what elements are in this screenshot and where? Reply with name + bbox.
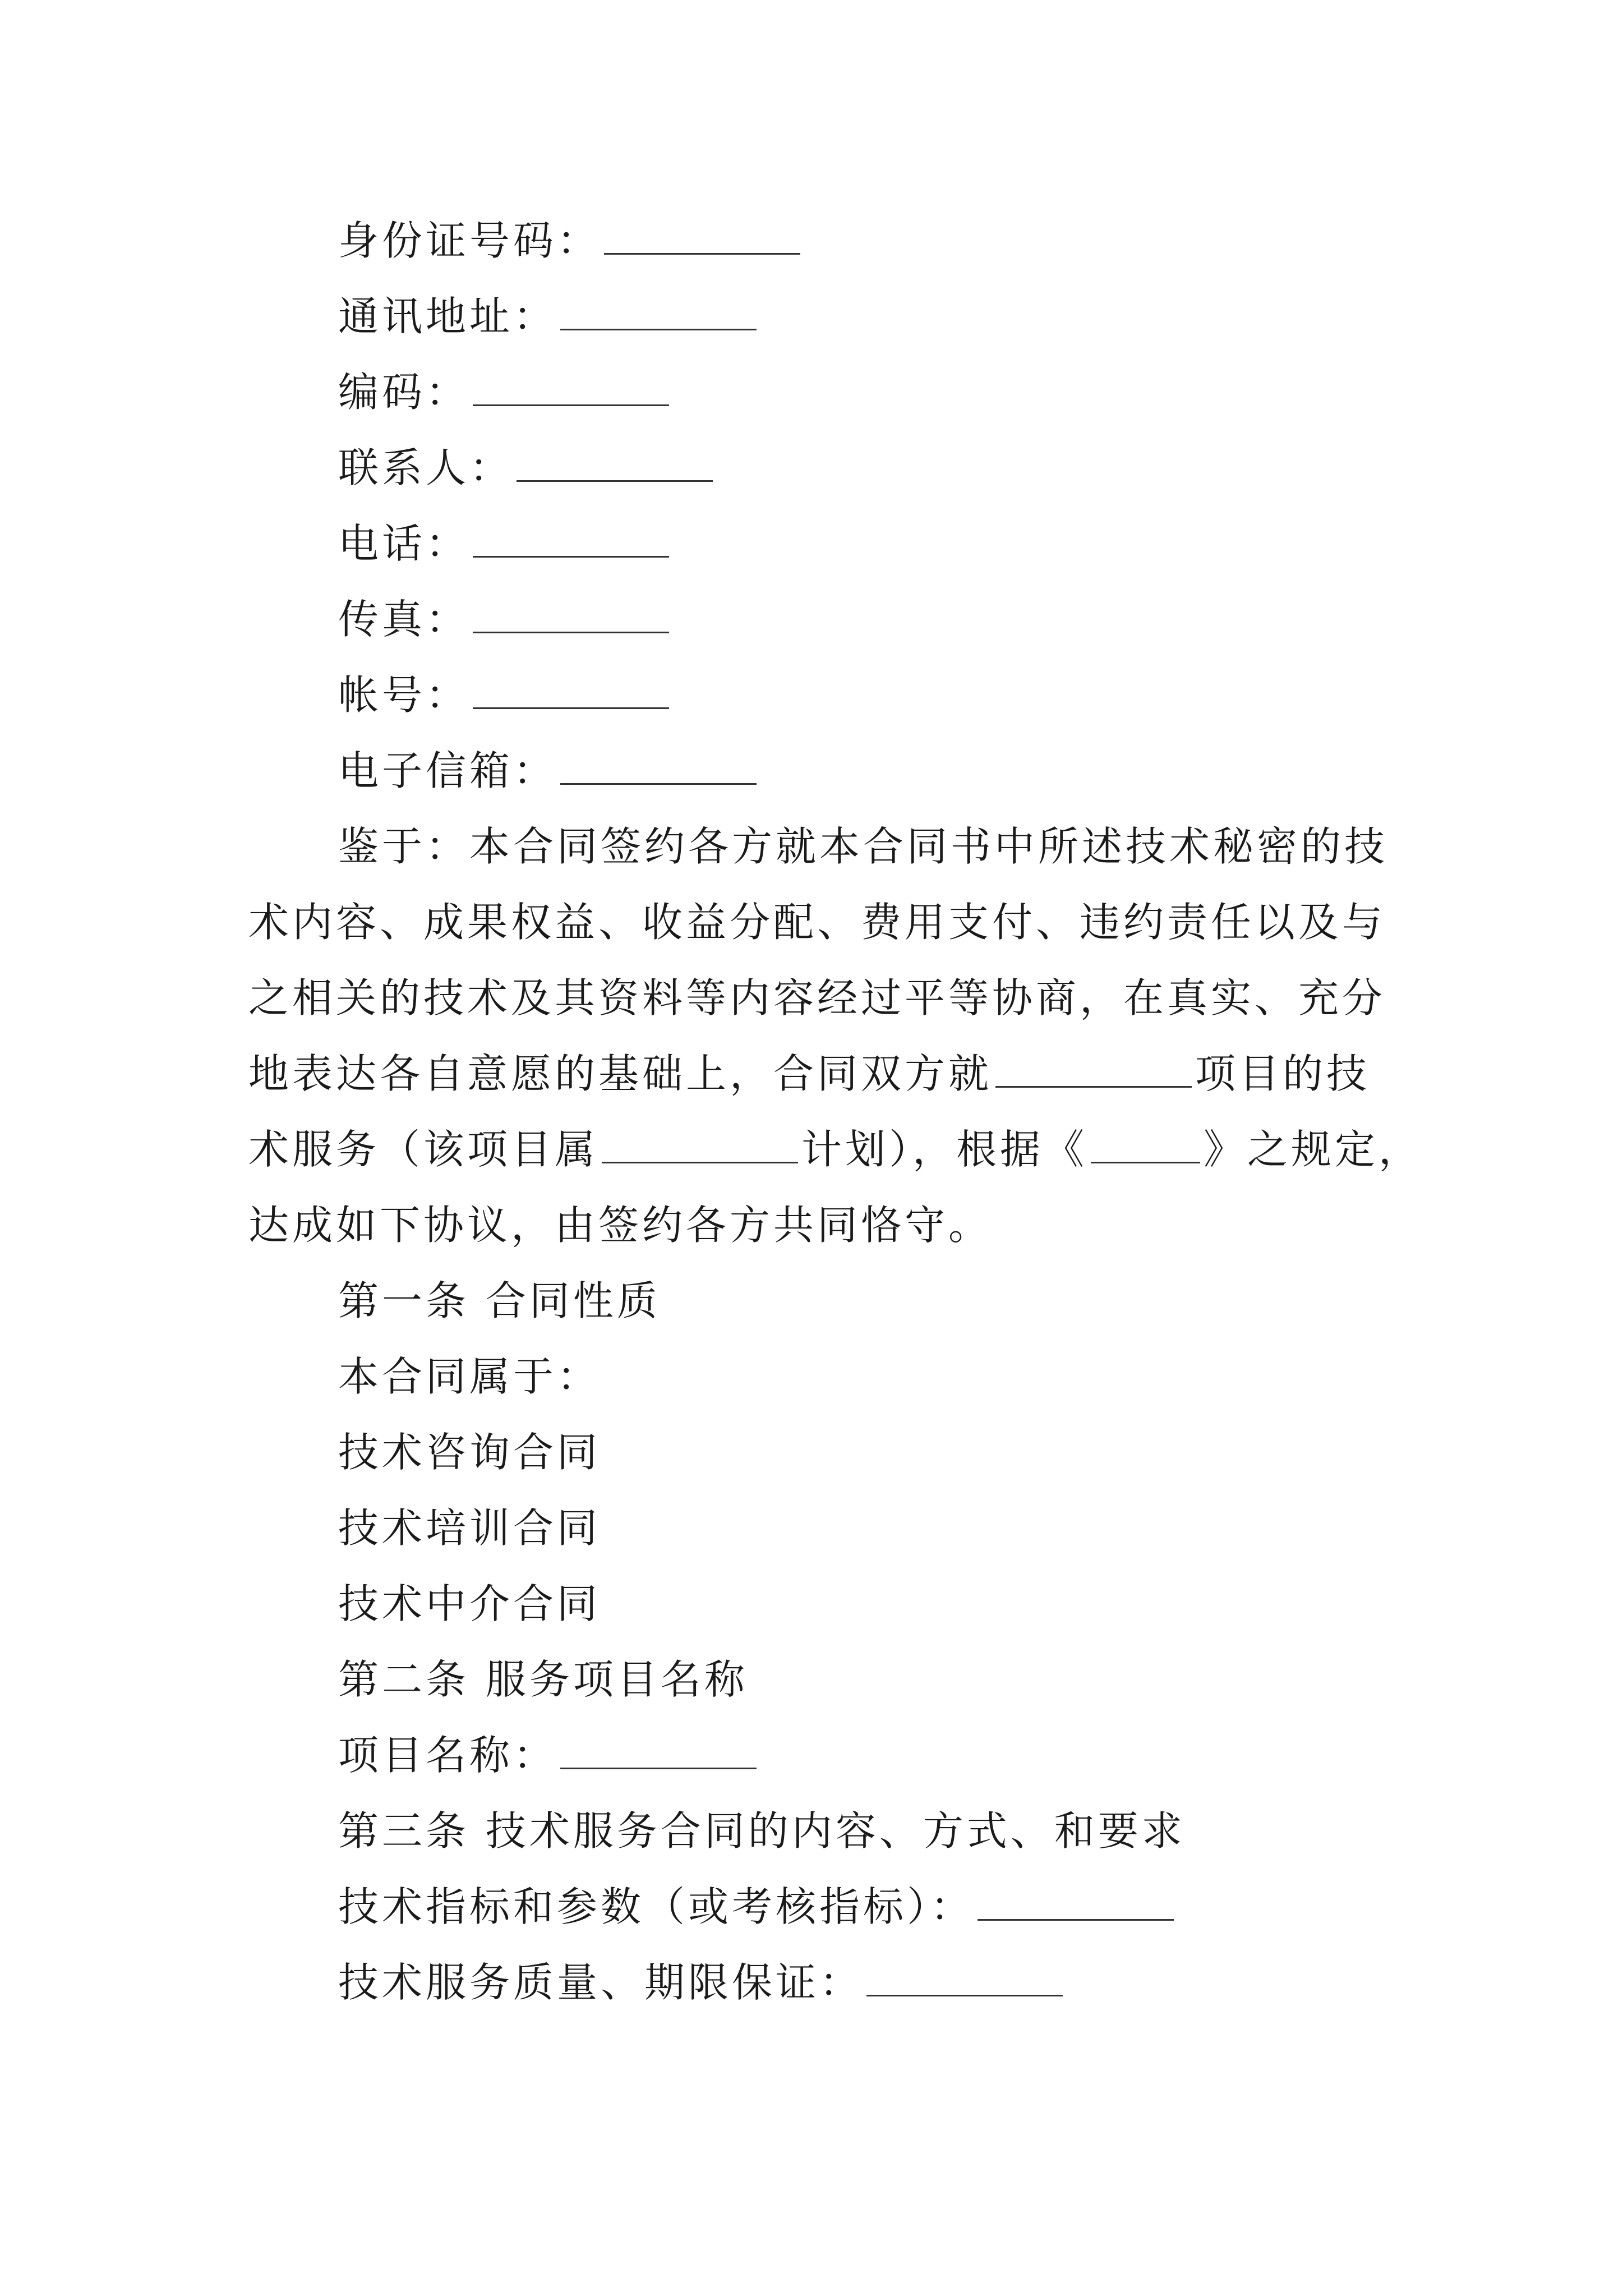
preamble-line-4-end: 项目的技 (1195, 1050, 1371, 1097)
contract-type-option: 技术培训合同 (338, 1504, 601, 1552)
postcode-label: 编码： (338, 369, 470, 416)
email-blank[interactable] (560, 748, 757, 785)
article-2-heading: 第二条 服务项目名称 (338, 1656, 748, 1703)
project-name-blank[interactable] (560, 1733, 757, 1769)
phone-line (248, 506, 1393, 582)
id-number-blank[interactable] (604, 218, 800, 255)
contact-label: 联系人： (338, 444, 514, 491)
project-name-label: 项目名称： (338, 1732, 557, 1779)
indicators-blank[interactable] (978, 1884, 1174, 1921)
preamble-line-3: 之相关的技术及其资料等内容经过平等协商，在真实、充分 (248, 974, 1386, 1022)
address-line (248, 279, 1393, 355)
email-line (248, 733, 1393, 809)
address-blank[interactable] (560, 294, 757, 330)
contact-blank[interactable] (517, 445, 713, 482)
preamble-line-4-start: 地表达各自意愿的基础上，合同双方就 (248, 1050, 993, 1097)
account-blank[interactable] (473, 673, 669, 709)
preamble-line-5 (248, 1112, 1423, 1188)
article-3-heading: 第三条 技术服务合同的内容、方式、和要求 (338, 1807, 1186, 1855)
project-blank-inline[interactable] (995, 1051, 1192, 1088)
address-label: 通讯地址： (338, 293, 557, 340)
email-label: 电子信箱： (338, 747, 557, 794)
quality-label: 技术服务质量、期限保证： (338, 1959, 864, 2006)
fax-blank[interactable] (473, 597, 669, 633)
article-1-intro: 本合同属于： (338, 1353, 601, 1400)
preamble-line-5-mid: 计划），根据《 (801, 1126, 1088, 1173)
law-name-blank[interactable] (1091, 1127, 1200, 1163)
contract-type-option: 技术咨询合同 (338, 1429, 601, 1476)
preamble-line-5-end: 》之规定， (1204, 1126, 1423, 1173)
preamble-line-4 (248, 1036, 1393, 1112)
contract-type-option: 技术中介合同 (338, 1580, 601, 1627)
quality-line (248, 1945, 1393, 2021)
fax-label: 传真： (338, 596, 470, 643)
preamble-line-6: 达成如下协议，由签约各方共同恪守。 (248, 1202, 993, 1249)
account-label: 帐号： (338, 671, 470, 719)
account-line (248, 657, 1393, 733)
postcode-line (248, 355, 1393, 430)
plan-blank[interactable] (602, 1127, 798, 1163)
preamble-line-2: 术内容、成果权益、收益分配、费用支付、违约责任以及与 (248, 899, 1386, 946)
preamble-line-1: 鉴于：本合同签约各方就本合同书中所述技术秘密的技 (338, 823, 1389, 870)
preamble-line-5-start: 术服务（该项目属 (248, 1126, 599, 1173)
id-number-label: 身份证号码： (338, 217, 601, 264)
quality-blank[interactable] (866, 1960, 1063, 1996)
project-name-line (248, 1718, 1393, 1793)
contact-line (248, 430, 1393, 506)
id-number-line (248, 203, 1393, 279)
indicators-label: 技术指标和参数（或考核指标）： (338, 1883, 975, 1930)
contract-text (248, 203, 1423, 2021)
indicators-line (248, 1869, 1393, 1945)
phone-blank[interactable] (473, 521, 669, 558)
phone-label: 电话： (338, 520, 470, 567)
fax-line (248, 582, 1393, 657)
article-1-heading: 第一条 合同性质 (338, 1277, 661, 1324)
postcode-blank[interactable] (473, 370, 669, 406)
